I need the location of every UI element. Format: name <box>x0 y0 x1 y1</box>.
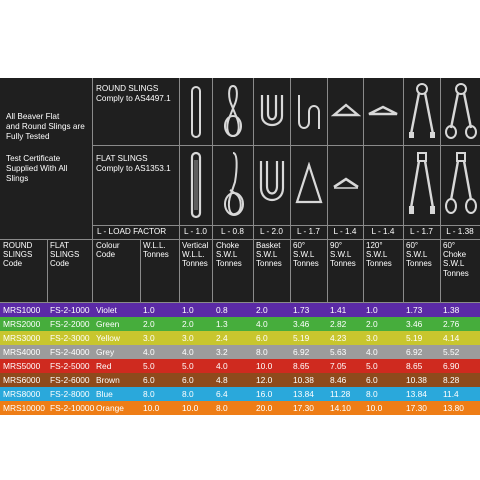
load-factor-value: L - 1.0 <box>184 227 207 236</box>
grid-line <box>327 78 328 303</box>
table-cell: 0.8 <box>216 305 228 315</box>
flat-slings-title: FLAT SLINGS <box>96 154 148 163</box>
table-cell: MRS1000 <box>3 305 41 315</box>
table-cell: 10.38 <box>406 375 427 385</box>
table-cell: FS-2-10000 <box>50 403 95 413</box>
table-cell: 4.14 <box>443 333 460 343</box>
table-cell: 8.46 <box>330 375 347 385</box>
grid-line <box>0 239 480 240</box>
table-row <box>0 359 480 373</box>
grid-line <box>212 78 213 303</box>
table-cell: MRS6000 <box>3 375 41 385</box>
table-cell: 10.0 <box>143 403 160 413</box>
grid-line <box>290 78 291 303</box>
flat-slings-standard: Comply to AS1353.1 <box>96 164 171 173</box>
table-cell: 13.84 <box>293 389 314 399</box>
table-cell: Grey <box>96 347 115 357</box>
table-cell: 5.19 <box>293 333 310 343</box>
load-factor-value: L - 1.7 <box>297 227 320 236</box>
table-cell: 1.0 <box>182 305 194 315</box>
table-cell: 6.0 <box>366 375 378 385</box>
intro-line: Slings <box>6 174 29 183</box>
table-cell: 1.0 <box>143 305 155 315</box>
intro-line: and Round Slings are <box>6 122 85 131</box>
table-row <box>0 331 480 345</box>
load-factor-value: L - 2.0 <box>260 227 283 236</box>
table-cell: MRS8000 <box>3 389 41 399</box>
round-sling-vertical-icon <box>183 84 209 140</box>
table-cell: 10.38 <box>293 375 314 385</box>
table-cell: 8.0 <box>216 403 228 413</box>
table-cell: 6.0 <box>256 333 268 343</box>
table-cell: 2.4 <box>216 333 228 343</box>
table-cell: 1.73 <box>293 305 310 315</box>
grid-line <box>253 78 254 303</box>
flat-sling-basket-icon <box>257 158 287 206</box>
round-slings-title: ROUND SLINGS <box>96 84 159 93</box>
table-row <box>0 387 480 401</box>
table-cell: 3.0 <box>143 333 155 343</box>
table-cell: 5.0 <box>143 361 155 371</box>
table-cell: Red <box>96 361 112 371</box>
table-cell: MRS4000 <box>3 347 41 357</box>
table-cell: Brown <box>96 375 120 385</box>
flat-sling-two-leg-icon <box>406 150 438 220</box>
table-cell: 3.46 <box>406 319 423 329</box>
table-cell: 16.0 <box>256 389 273 399</box>
table-row <box>0 401 480 415</box>
load-factor-value: L - 1.7 <box>410 227 433 236</box>
table-row <box>0 373 480 387</box>
table-cell: 7.05 <box>330 361 347 371</box>
table-cell: 13.80 <box>443 403 464 413</box>
table-cell: 6.0 <box>143 375 155 385</box>
table-cell: Blue <box>96 389 113 399</box>
table-cell: 4.23 <box>330 333 347 343</box>
table-cell: FS-2-4000 <box>50 347 90 357</box>
grid-line <box>140 239 141 303</box>
table-cell: 4.0 <box>366 347 378 357</box>
table-cell: 5.19 <box>406 333 423 343</box>
table-cell: 1.0 <box>366 305 378 315</box>
column-header: FLAT SLINGS Code <box>50 241 80 269</box>
table-cell: 1.73 <box>406 305 423 315</box>
load-factor-value: L - 1.4 <box>371 227 395 236</box>
table-cell: 13.84 <box>406 389 427 399</box>
table-cell: Yellow <box>96 333 120 343</box>
table-cell: 8.65 <box>293 361 310 371</box>
column-header: W.L.L. Tonnes <box>143 241 169 260</box>
table-cell: 11.28 <box>330 389 351 399</box>
load-factor-value: L - 1.4 <box>333 227 357 236</box>
intro-line: Fully Tested <box>6 132 50 141</box>
grid-line <box>92 78 93 303</box>
grid-line <box>47 239 48 303</box>
table-cell: 8.0 <box>143 389 155 399</box>
table-cell: 2.0 <box>182 319 194 329</box>
grid-line <box>363 78 364 303</box>
table-cell: FS-2-3000 <box>50 333 90 343</box>
column-header: 60° S.W.L Tonnes <box>293 241 319 269</box>
table-cell: 17.30 <box>406 403 427 413</box>
column-header: 60° S.W.L Tonnes <box>406 241 432 269</box>
round-sling-basket-hitch-icon <box>293 92 325 132</box>
load-factor-value: L - 0.8 <box>221 227 244 236</box>
table-cell: 6.92 <box>406 347 423 357</box>
table-cell: FS-2-6000 <box>50 375 90 385</box>
table-cell: 3.0 <box>366 333 378 343</box>
table-cell: 20.0 <box>256 403 273 413</box>
round-sling-basket-icon <box>257 92 287 132</box>
table-cell: Green <box>96 319 120 329</box>
flat-sling-vertical-icon <box>183 150 209 220</box>
column-header: 90° S.W.L Tonnes <box>330 241 356 269</box>
table-cell: 1.3 <box>216 319 228 329</box>
table-cell: 10.0 <box>182 403 199 413</box>
grid-line <box>92 145 480 146</box>
table-cell: 5.63 <box>330 347 347 357</box>
table-row <box>0 317 480 331</box>
table-cell: 4.0 <box>216 361 228 371</box>
column-header: Vertical W.L.L. Tonnes <box>182 241 209 269</box>
table-cell: 6.0 <box>182 375 194 385</box>
table-cell: MRS5000 <box>3 361 41 371</box>
table-cell: 2.82 <box>330 319 347 329</box>
column-header: Choke S.W.L Tonnes <box>216 241 242 269</box>
table-cell: 11.4 <box>443 389 459 399</box>
table-cell: 4.0 <box>182 347 194 357</box>
round-sling-two-leg-choke-icon <box>444 82 478 142</box>
table-cell: MRS2000 <box>3 319 41 329</box>
table-cell: Orange <box>96 403 124 413</box>
table-cell: 4.0 <box>143 347 155 357</box>
column-header: Colour Code <box>96 241 120 260</box>
table-cell: 6.90 <box>443 361 460 371</box>
flat-sling-two-leg-choke-icon <box>444 150 478 220</box>
table-cell: 4.0 <box>256 319 268 329</box>
round-sling-120-degree-icon <box>367 102 399 118</box>
table-cell: MRS3000 <box>3 333 41 343</box>
round-slings-standard: Comply to AS4497.1 <box>96 94 171 103</box>
table-cell: 4.8 <box>216 375 228 385</box>
table-cell: 2.0 <box>366 319 378 329</box>
round-sling-choke-icon <box>216 82 250 142</box>
flat-sling-60-degree-icon <box>293 162 325 206</box>
round-sling-two-leg-icon <box>406 82 438 142</box>
table-cell: 6.4 <box>216 389 228 399</box>
intro-line: Supplied With All <box>6 164 68 173</box>
column-header: 120° S.W.L Tonnes <box>366 241 392 269</box>
table-cell: MRS10000 <box>3 403 45 413</box>
grid-line <box>179 78 180 303</box>
table-cell: 3.2 <box>216 347 228 357</box>
grid-line <box>440 78 441 303</box>
table-row <box>0 345 480 359</box>
table-cell: Violet <box>96 305 117 315</box>
table-cell: 10.0 <box>366 403 383 413</box>
table-cell: 3.0 <box>182 333 194 343</box>
table-cell: 2.76 <box>443 319 460 329</box>
table-cell: FS-2-2000 <box>50 319 90 329</box>
table-cell: 2.0 <box>143 319 155 329</box>
table-cell: 8.0 <box>182 389 194 399</box>
column-header: Basket S.W.L Tonnes <box>256 241 282 269</box>
table-cell: 5.52 <box>443 347 460 357</box>
intro-line: Test Certificate <box>6 154 61 163</box>
table-cell: 10.0 <box>256 361 273 371</box>
table-cell: 3.46 <box>293 319 310 329</box>
table-cell: FS-2-5000 <box>50 361 90 371</box>
load-factor-value: L - 1.38 <box>446 227 474 236</box>
table-cell: 8.0 <box>366 389 378 399</box>
load-factor-label: L - LOAD FACTOR <box>97 227 167 236</box>
table-cell: 17.30 <box>293 403 314 413</box>
round-sling-90-degree-icon <box>331 102 361 118</box>
table-cell: 8.28 <box>443 375 460 385</box>
flat-sling-90-degree-icon <box>331 176 361 190</box>
table-cell: 8.0 <box>256 347 268 357</box>
table-cell: 14.10 <box>330 403 351 413</box>
table-cell: 8.65 <box>406 361 423 371</box>
table-cell: 1.41 <box>330 305 347 315</box>
table-cell: FS-2-8000 <box>50 389 90 399</box>
table-cell: FS-2-1000 <box>50 305 90 315</box>
table-cell: 1.38 <box>443 305 460 315</box>
column-header: 60° Choke S.W.L Tonnes <box>443 241 469 278</box>
table-row <box>0 303 480 317</box>
intro-line: All Beaver Flat <box>6 112 60 121</box>
grid-line <box>403 78 404 303</box>
column-header: ROUND SLINGS Code <box>3 241 33 269</box>
table-cell: 2.0 <box>256 305 268 315</box>
table-cell: 5.0 <box>182 361 194 371</box>
table-cell: 5.0 <box>366 361 378 371</box>
flat-sling-choke-icon <box>216 150 250 220</box>
table-cell: 12.0 <box>256 375 273 385</box>
table-cell: 6.92 <box>293 347 310 357</box>
